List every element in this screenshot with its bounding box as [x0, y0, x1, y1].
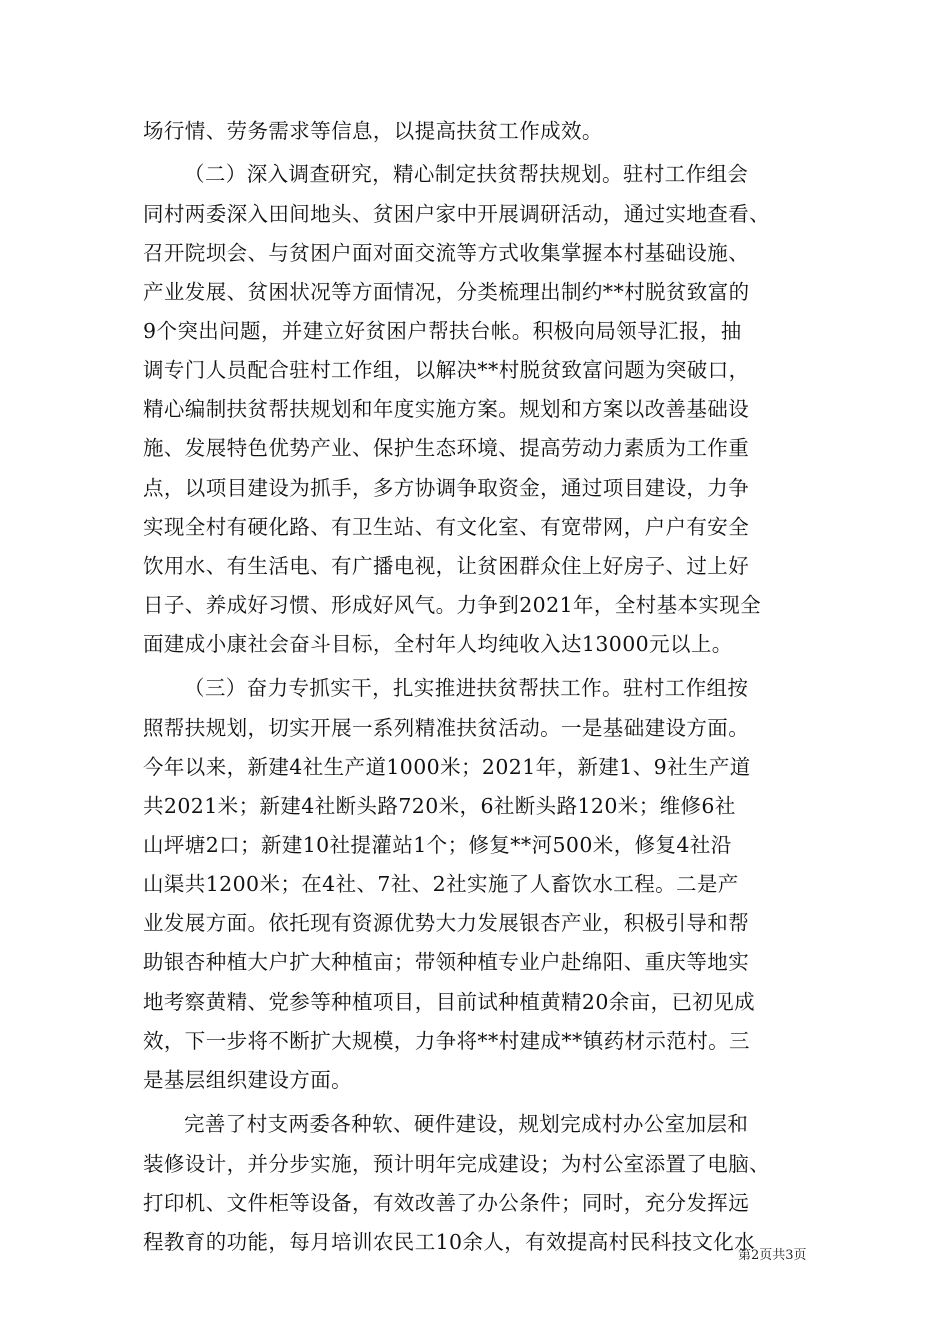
text-line: 助银杏种植大户扩大种植亩；带领种植专业户赴绵阳、重庆等地实 — [143, 950, 750, 974]
text-line: （三）奋力专抓实干，扎实推进扶贫帮扶工作。驻村工作组按 — [184, 676, 749, 700]
text-line: 山渠共1200米；在4社、7社、2社实施了人畜饮水工程。二是产 — [143, 872, 739, 896]
text-line: 效，下一步将不断扩大规模，力争将**村建成**镇药材示范村。三 — [143, 1029, 750, 1053]
text-line: 地考察黄精、党参等种植项目，目前试种植黄精20余亩，已初见成 — [143, 990, 756, 1014]
text-line: 调专门人员配合驻村工作组，以解决**村脱贫致富问题为突破口， — [143, 358, 750, 382]
text-line: 山坪塘2口；新建10社提灌站1个；修复**河500米，修复4社沿 — [143, 833, 732, 857]
text-line: 程教育的功能，每月培训农民工10余人，有效提高村民科技文化水 — [143, 1230, 756, 1254]
text-line: 照帮扶规划，切实开展一系列精准扶贫活动。一是基础建设方面。 — [143, 716, 750, 740]
text-line: （二）深入调查研究，精心制定扶贫帮扶规划。驻村工作组会 — [184, 162, 749, 186]
text-line: 装修设计，并分步实施，预计明年完成建设；为村公室添置了电脑、 — [143, 1152, 770, 1176]
text-line: 产业发展、贫困状况等方面情况，分类梳理出制约**村脱贫致富的 — [143, 280, 750, 304]
text-line: 业发展方面。依托现有资源优势大力发展银杏产业，积极引导和帮 — [143, 911, 750, 935]
page-number: 第2页共3页 — [738, 1248, 807, 1263]
text-line: 场行情、劳务需求等信息，以提高扶贫工作成效。 — [143, 119, 603, 143]
text-line: 打印机、文件柜等设备，有效改善了办公条件；同时，充分发挥远 — [143, 1191, 750, 1215]
text-line: 是基层组织建设方面。 — [143, 1068, 352, 1092]
text-line: 日子、养成好习惯、形成好风气。力争到2021年，全村基本实现全 — [143, 593, 762, 617]
text-line: 精心编制扶贫帮扶规划和年度实施方案。规划和方案以改善基础设 — [143, 397, 750, 421]
text-line: 同村两委深入田间地头、贫困户家中开展调研活动，通过实地查看、 — [143, 202, 770, 226]
text-line: 实现全村有硬化路、有卫生站、有文化室、有宽带网，户户有安全 — [143, 515, 750, 539]
text-line: 共2021米；新建4社断头路720米，6社断头路120米；维修6社 — [143, 794, 736, 818]
text-line: 召开院坝会、与贫困户面对面交流等方式收集掌握本村基础设施、 — [143, 241, 750, 265]
text-line: 点，以项目建设为抓手，多方协调争取资金，通过项目建设，力争 — [143, 476, 750, 500]
text-line: 完善了村支两委各种软、硬件建设，规划完成村办公室加层和 — [184, 1112, 749, 1136]
text-line: 施、发展特色优势产业、保护生态环境、提高劳动力素质为工作重 — [143, 436, 750, 460]
text-line: 9个突出问题，并建立好贫困户帮扶台帐。积极向局领导汇报，抽 — [143, 319, 742, 343]
text-line: 面建成小康社会奋斗目标，全村年人均纯收入达13000元以上。 — [143, 632, 733, 656]
text-line: 今年以来，新建4社生产道1000米；2021年，新建1、9社生产道 — [143, 755, 751, 779]
text-line: 饮用水、有生活电、有广播电视，让贫困群众住上好房子、过上好 — [143, 554, 750, 578]
